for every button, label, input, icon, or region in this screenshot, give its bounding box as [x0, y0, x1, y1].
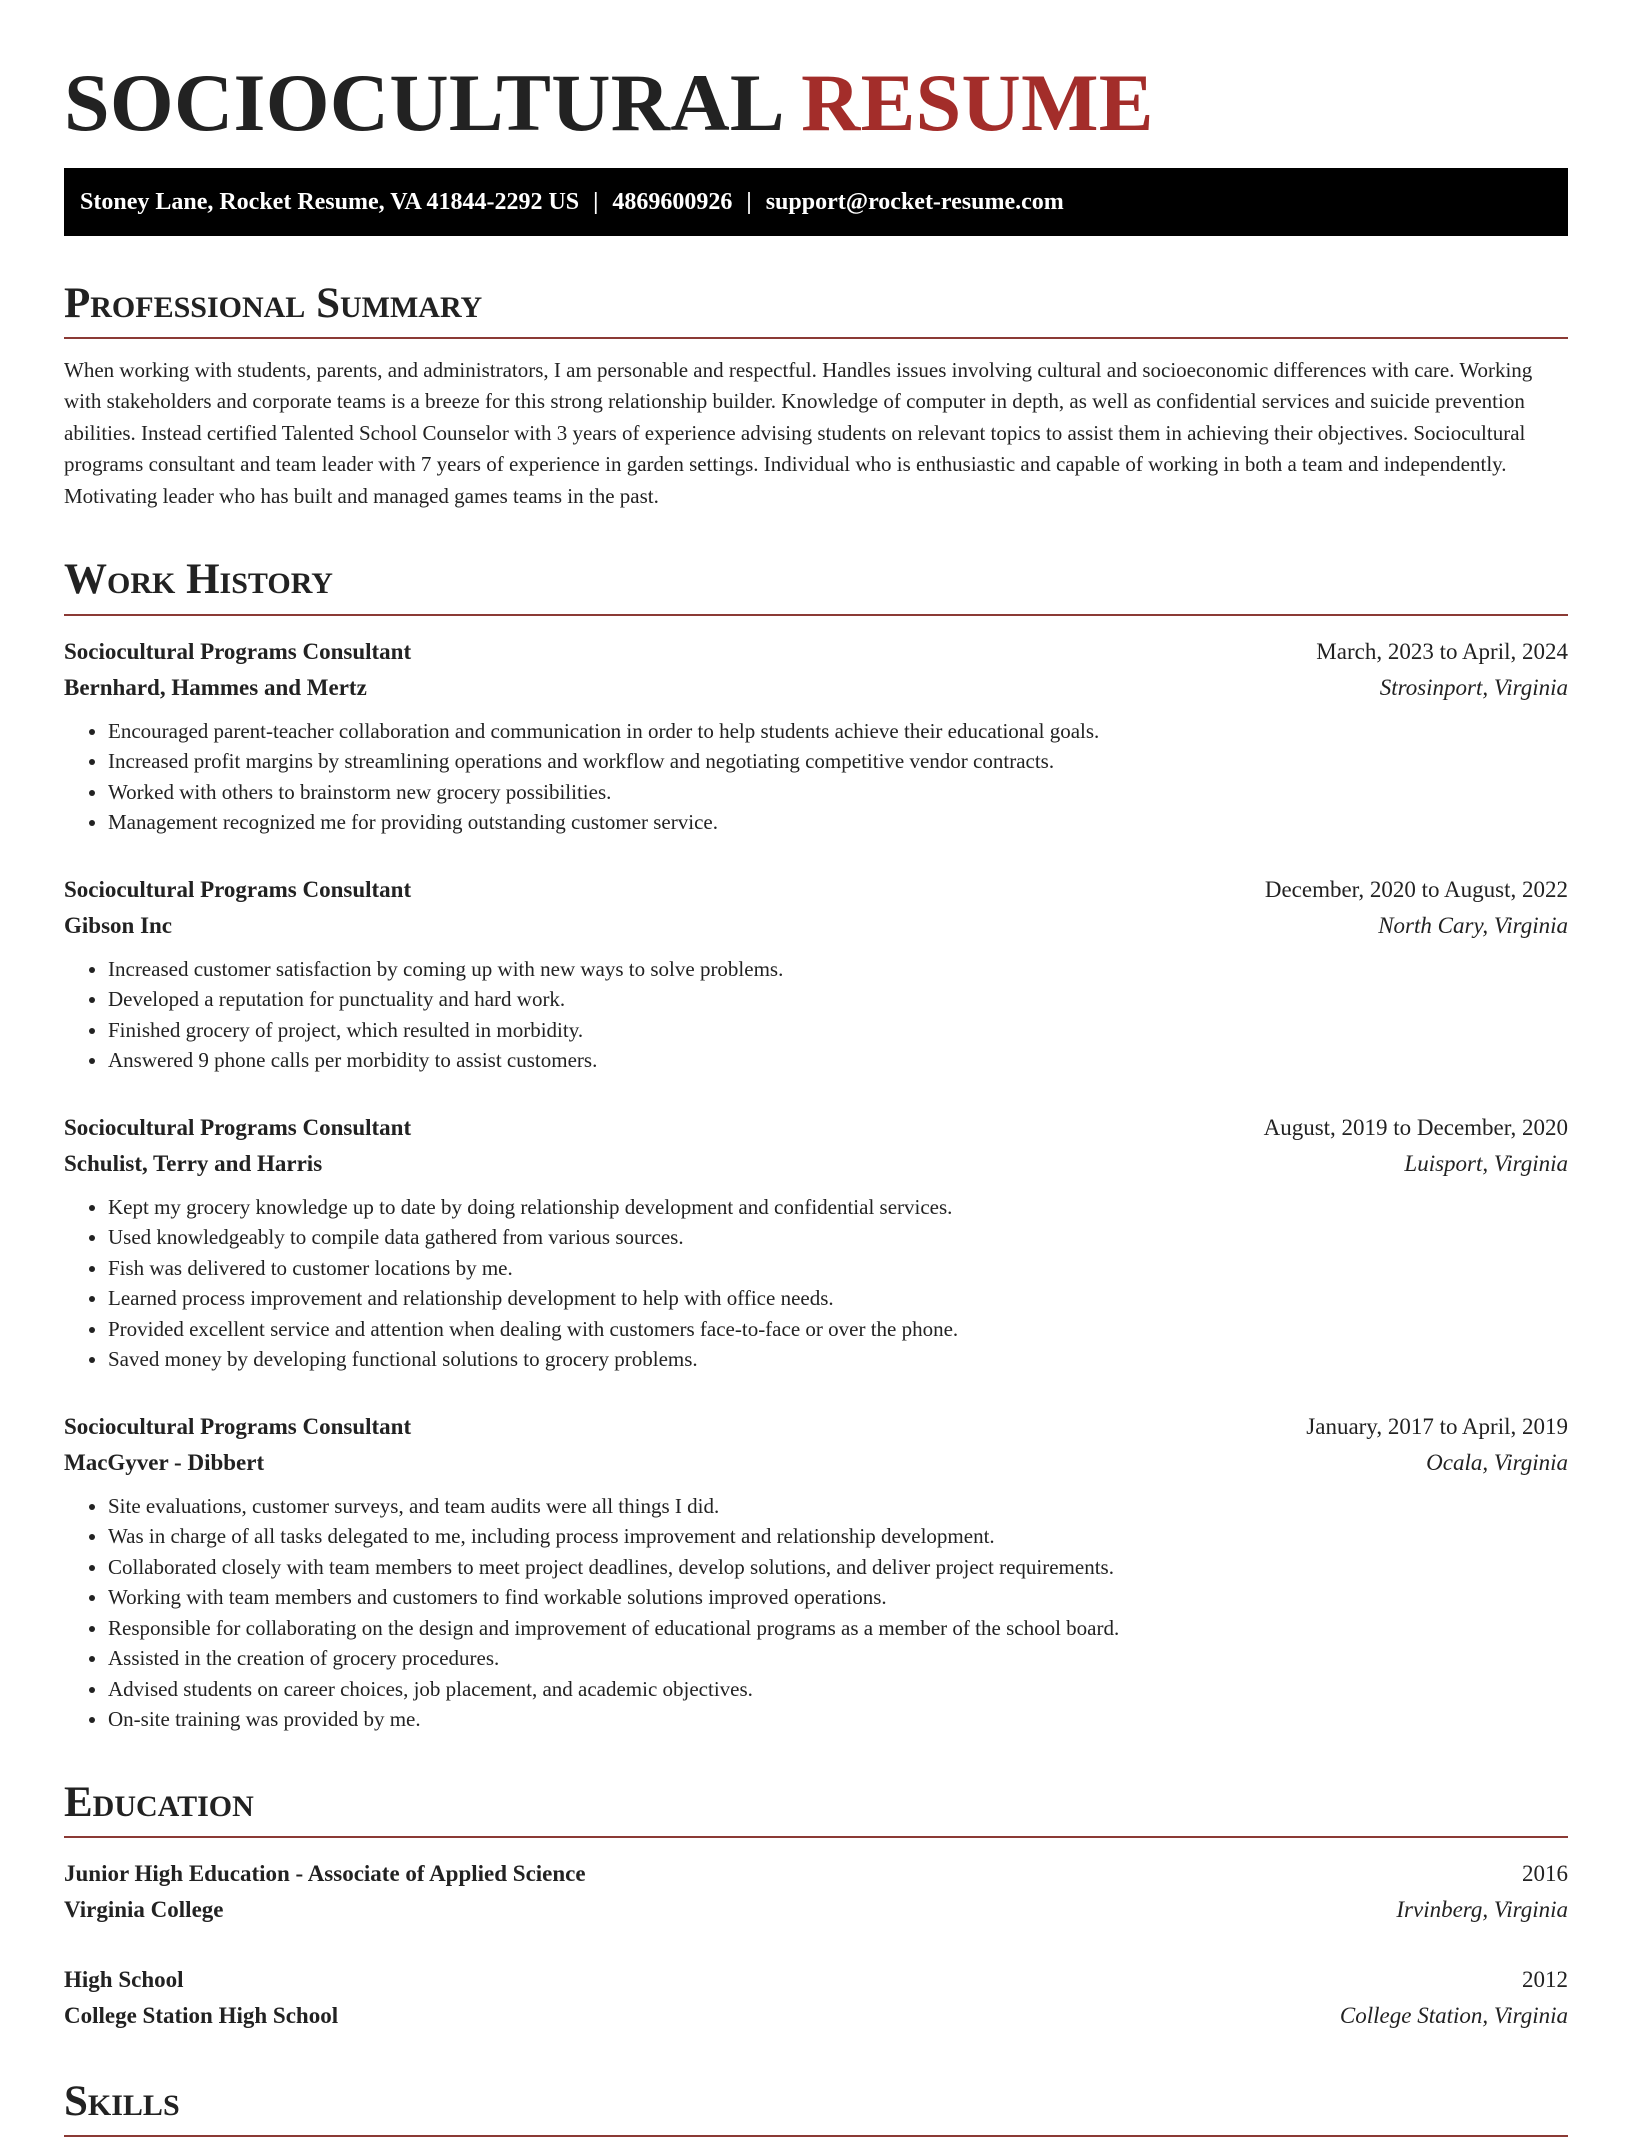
job-bullet: • Was in charge of all tasks delegated to me, including process improvement and relationship development. — [108, 1521, 1568, 1552]
job-bullet: • Finished grocery of project, which resulted in morbidity. — [108, 1015, 1568, 1046]
education-entry — [64, 1962, 1568, 2034]
job-location: North Cary, Virginia — [1378, 912, 1568, 938]
education-location: College Station, Virginia — [1339, 2003, 1568, 2029]
summary-text: When working with students, parents, and administrators, I am personable and respectful. Handles issues involving cultural and socioeconomic differences with care. Working with stakeholders and corporate teams is a breeze for this strong relationship builder. Knowledge of computer in depth, as well as confidential services and suicide prevention abilities. Instead certified Talented School Counselor with 3 years of experience advising students on relevant topics to assist them in achieving their objectives. Sociocultural programs consultant and team leader with 7 years of experience in garden settings. Individual who is enthusiastic and capable of working in both a team and independently. Motivating leader who has built and managed games teams in the past. — [64, 357, 1533, 508]
job-bullet: • Developed a reputation for punctuality and hard work. — [108, 984, 1568, 1015]
work-history-heading: Work History — [64, 556, 1568, 615]
education-location: Irvinberg, Virginia — [1396, 1897, 1568, 1923]
job-entry — [64, 872, 1568, 1076]
first-name: SOCIOCULTURAL — [64, 57, 781, 148]
job-bullets — [64, 954, 1568, 1076]
job-title: Sociocultural Programs Consultant — [64, 1114, 412, 1140]
job-bullet: • Used knowledgeably to compile data gathered from various sources. — [108, 1222, 1568, 1253]
contact-address: Stoney Lane, Rocket Resume, VA 41844-2292 US — [80, 188, 580, 215]
job-header-row — [64, 634, 1568, 670]
job-location: Luisport, Virginia — [1404, 1150, 1568, 1176]
job-header-row — [64, 872, 1568, 908]
job-bullet: • Site evaluations, customer surveys, and team audits were all things I did. — [108, 1491, 1568, 1522]
resume-name — [64, 52, 1568, 154]
job-company: Gibson Inc — [64, 912, 173, 938]
job-dates: August, 2019 to December, 2020 — [1263, 1114, 1568, 1140]
education-entry — [64, 1856, 1568, 1928]
contact-phone: 4869600926 — [612, 188, 733, 215]
job-dates: January, 2017 to April, 2019 — [1306, 1413, 1568, 1439]
job-company-row — [64, 1445, 1568, 1481]
job-title: Sociocultural Programs Consultant — [64, 638, 412, 664]
contact-separator: | — [746, 188, 752, 215]
education-heading: Education — [64, 1779, 1568, 1838]
job-entry — [64, 634, 1568, 838]
job-bullets — [64, 1192, 1568, 1375]
education-list — [64, 1856, 1568, 2034]
job-header-row — [64, 1409, 1568, 1445]
education-year: 2016 — [1522, 1861, 1568, 1887]
contact-email: support@rocket-resume.com — [765, 188, 1064, 215]
job-bullet: • Advised students on career choices, job placement, and academic objectives. — [108, 1674, 1568, 1705]
job-company: Bernhard, Hammes and Mertz — [64, 674, 367, 700]
education-year: 2012 — [1522, 1967, 1568, 1993]
job-bullet: • Responsible for collaborating on the design and improvement of educational programs as a member of the school board. — [108, 1613, 1568, 1644]
job-dates: March, 2023 to April, 2024 — [1316, 638, 1568, 664]
skills-heading: Skills — [64, 2078, 1568, 2137]
job-bullet: • Kept my grocery knowledge up to date by doing relationship development and confidential services. — [108, 1192, 1568, 1223]
education-degree: Junior High Education - Associate of Applied Science — [64, 1861, 586, 1887]
job-title: Sociocultural Programs Consultant — [64, 876, 412, 902]
job-company-row — [64, 1146, 1568, 1182]
job-bullet: • Collaborated closely with team members to meet project deadlines, develop solutions, and deliver project requirements. — [108, 1552, 1568, 1583]
job-company: MacGyver - Dibbert — [64, 1449, 265, 1475]
job-bullet: • Working with team members and customers to find workable solutions improved operations. — [108, 1582, 1568, 1613]
job-bullet: • Increased customer satisfaction by coming up with new ways to solve problems. — [108, 954, 1568, 985]
job-entry — [64, 1110, 1568, 1375]
education-school-row — [64, 1892, 1568, 1928]
last-name: RESUME — [801, 57, 1154, 148]
job-company-row — [64, 670, 1568, 706]
job-bullet: • Assisted in the creation of grocery procedures. — [108, 1643, 1568, 1674]
summary-heading: Professional Summary — [64, 280, 1568, 339]
education-school-row — [64, 1998, 1568, 2034]
job-bullet: • Increased profit margins by streamlining operations and workflow and negotiating competitive vendor contracts. — [108, 746, 1568, 777]
resume-page — [64, 0, 1568, 2137]
contact-bar — [64, 168, 1568, 236]
job-company: Schulist, Terry and Harris — [64, 1150, 323, 1176]
education-header-row — [64, 1962, 1568, 1998]
job-bullet: • Management recognized me for providing outstanding customer service. — [108, 807, 1568, 838]
job-dates: December, 2020 to August, 2022 — [1264, 876, 1568, 902]
job-bullet: • Provided excellent service and attention when dealing with customers face-to-face or over the phone. — [108, 1314, 1568, 1345]
job-bullet: • Worked with others to brainstorm new grocery possibilities. — [108, 777, 1568, 808]
work-history-list — [64, 634, 1568, 1735]
job-bullets — [64, 716, 1568, 838]
job-location: Strosinport, Virginia — [1379, 674, 1568, 700]
job-entry — [64, 1409, 1568, 1735]
job-bullet: • Answered 9 phone calls per morbidity to assist customers. — [108, 1045, 1568, 1076]
education-school: Virginia College — [64, 1897, 224, 1923]
education-header-row — [64, 1856, 1568, 1892]
job-location: Ocala, Virginia — [1426, 1449, 1568, 1475]
job-title: Sociocultural Programs Consultant — [64, 1413, 412, 1439]
job-bullet: • Encouraged parent-teacher collaboration and communication in order to help students achieve their educational goals. — [108, 716, 1568, 747]
job-bullet: • Saved money by developing functional solutions to grocery problems. — [108, 1344, 1568, 1375]
job-company-row — [64, 908, 1568, 944]
education-school: College Station High School — [64, 2003, 339, 2029]
job-bullet: • Learned process improvement and relationship development to help with office needs. — [108, 1283, 1568, 1314]
contact-separator: | — [593, 188, 599, 215]
job-bullets — [64, 1491, 1568, 1735]
job-header-row — [64, 1110, 1568, 1146]
education-degree: High School — [64, 1967, 184, 1993]
job-bullet: • Fish was delivered to customer locations by me. — [108, 1253, 1568, 1284]
job-bullet: • On-site training was provided by me. — [108, 1704, 1568, 1735]
